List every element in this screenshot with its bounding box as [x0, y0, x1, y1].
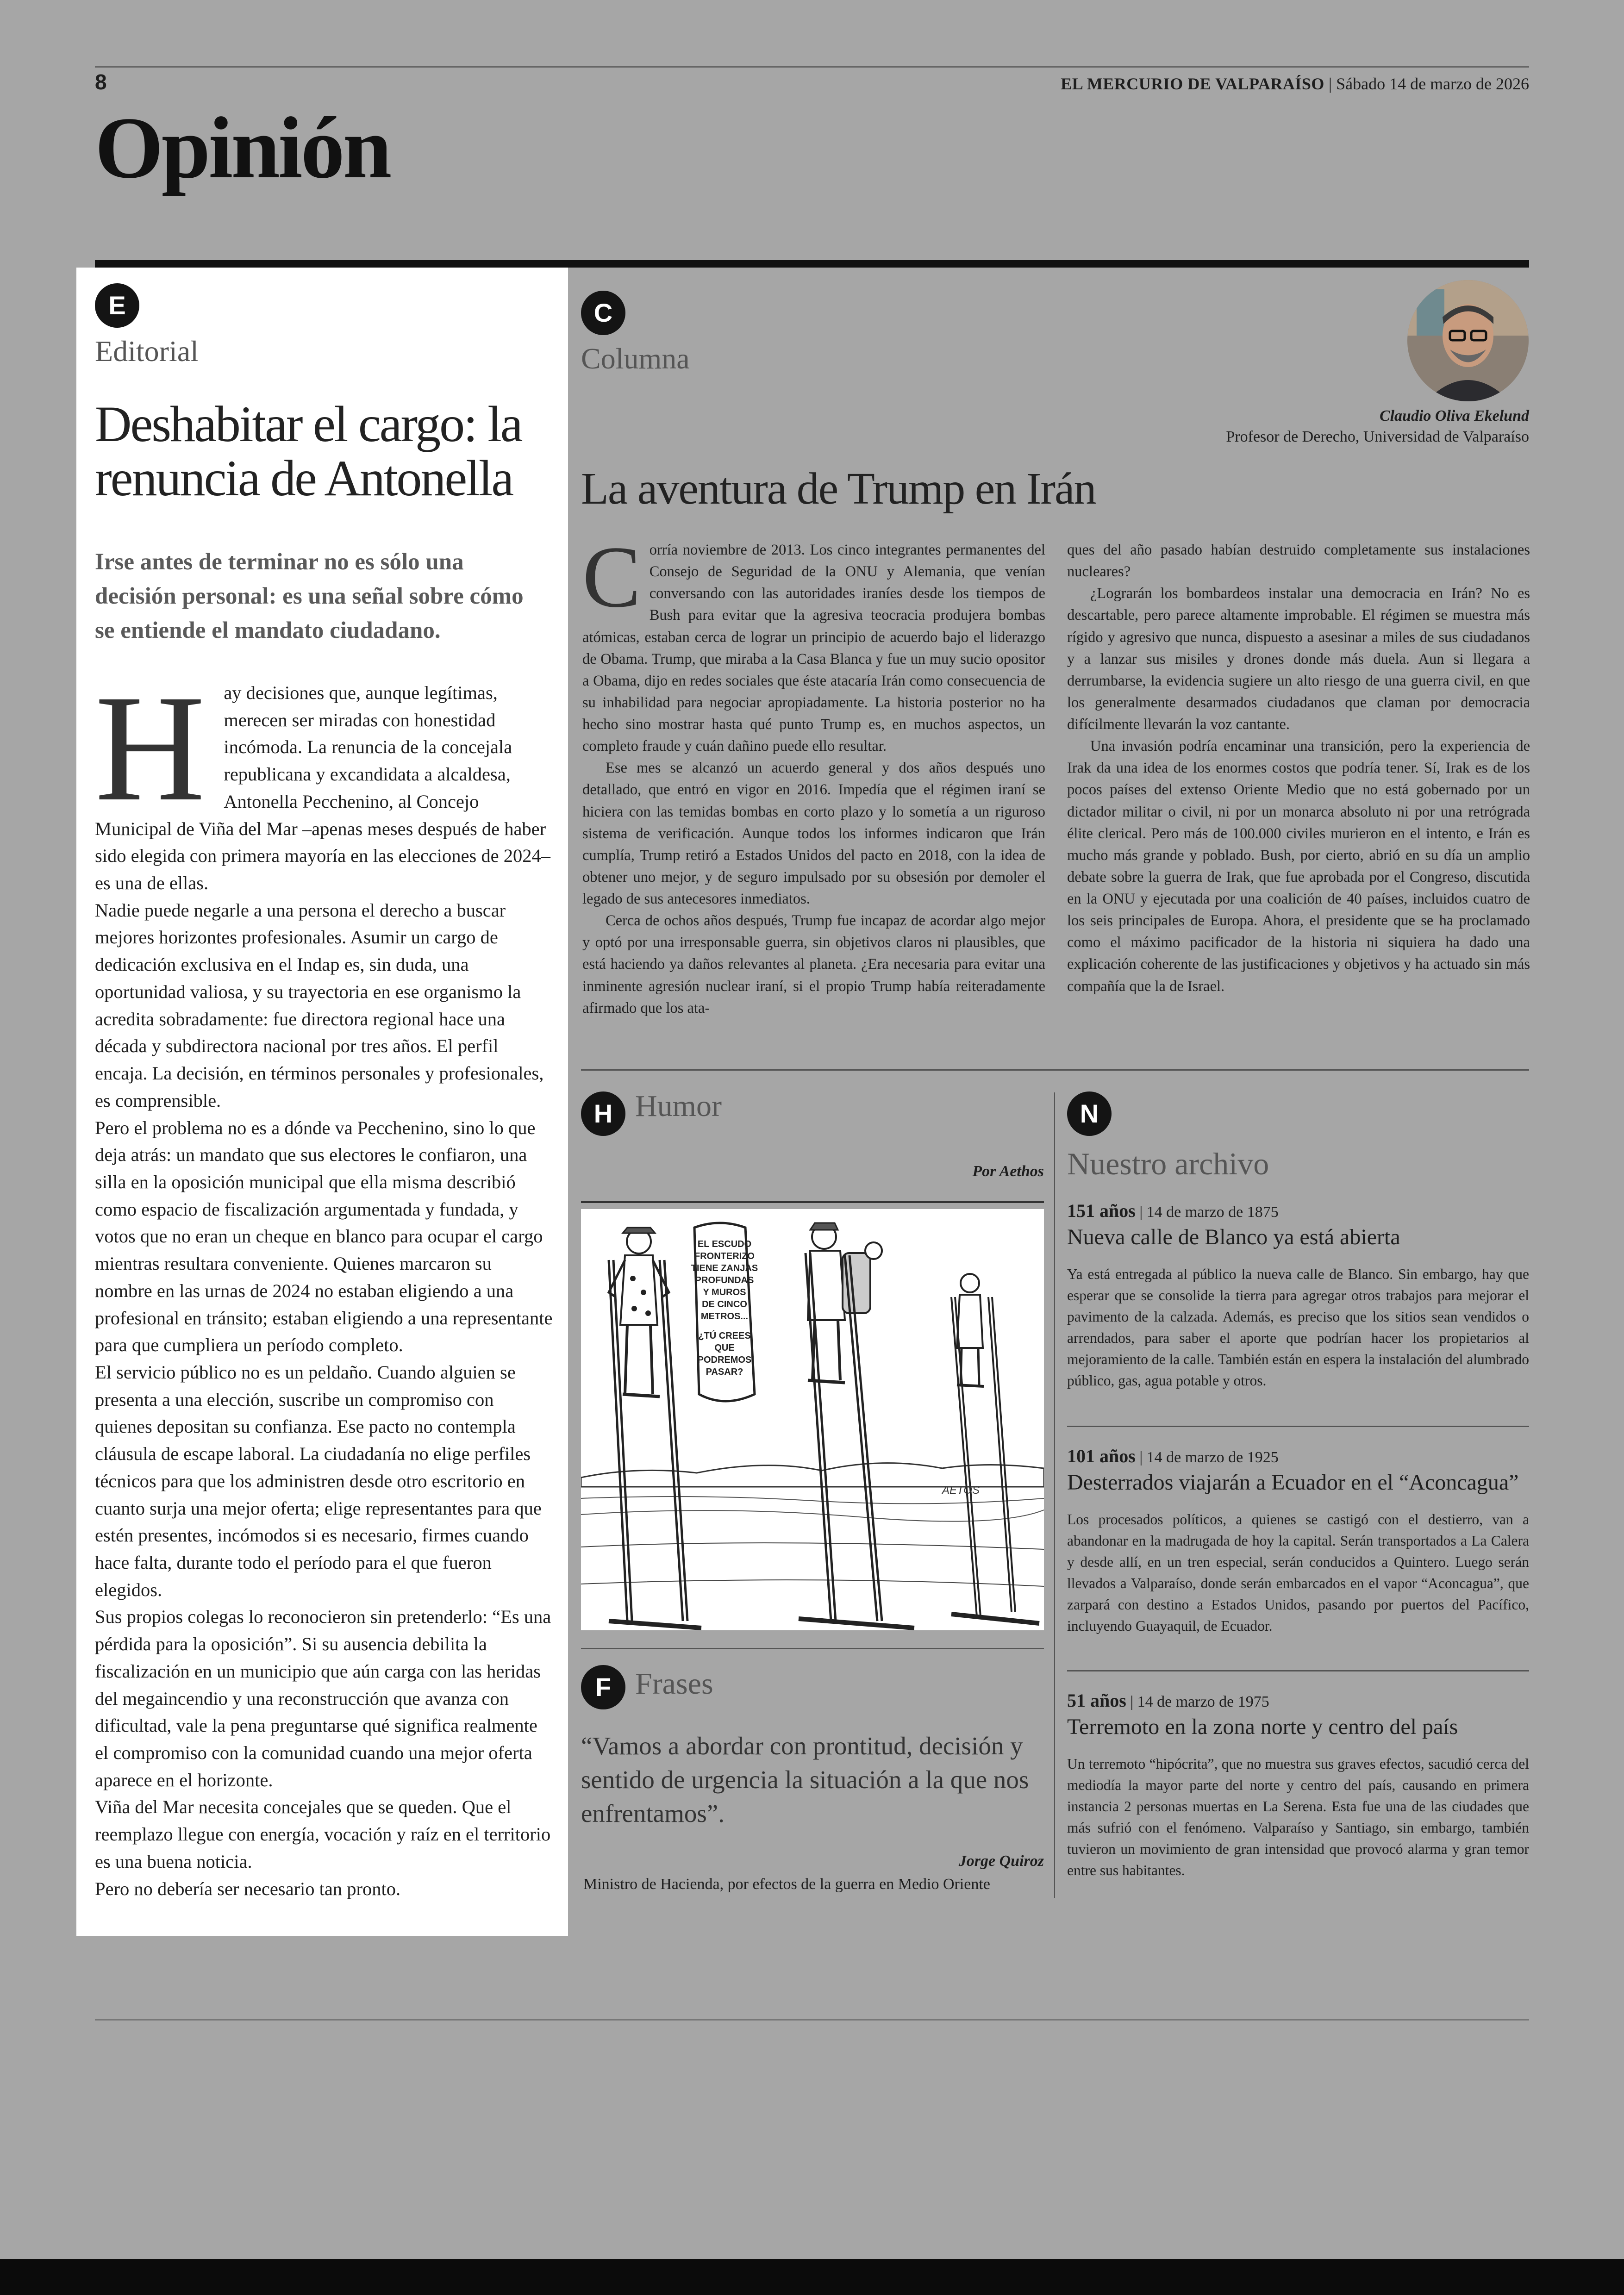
- archivo-date: 51 años | 14 de marzo de 1975: [1067, 1690, 1269, 1711]
- column-text-right: [1067, 539, 1530, 998]
- editorial-paragraph: Pero no debería ser necesario tan pronto.: [95, 1878, 401, 1899]
- masthead: EL MERCURIO DE VALPARAÍSO | Sábado 14 de marzo de 2026: [1061, 75, 1529, 93]
- column-paragraph: Corría noviembre de 2013. Los cinco integrantes permanentes del Consejo de Seguridad de la ONU y Alemania, que venían conversando con las autoridades iraníes desde los tiempos de Bush para evitar que la agresiva teocracia produjera bombas atómicas, estaban cerca de lograr un principio de acuerdo bajo el liderazgo de Obama. Trump, que miraba a la Casa Blanca y fue un muy sucio opositor a Obama, dijo en redes sociales que éste atacaría Irán como consecuencia de su inhabilidad para negociar apropiadamente. La historia posterior no ha hecho sino mostrar hasta qué punto Trump es, en muchos aspectos, un completo fraude y cuán dañino puede ello resultar.: [582, 529, 1045, 755]
- balloon-line: PROFUNDAS: [695, 1275, 754, 1285]
- humor-byline: Por Aethos: [972, 1163, 1044, 1180]
- column-bottom-rule: [581, 1069, 1529, 1071]
- editorial-paragraph: Hay decisiones que, aunque legítimas, merecen ser miradas con honestidad incómoda. La renuncia de la concejala republicana y excandidata a alcaldesa, Antonella Pecchenino, al Concejo Municipal de Viña del Mar –apenas meses después de haber sido elegida con primera mayoría en las elecciones de 2024– es una de ellas.: [95, 664, 551, 894]
- vertical-divider: [1054, 1092, 1055, 1898]
- frases-quote: “Vamos a abordar con prontitud, decisión y sentido de urgencia la situación a la que nos enfrentamos”.: [581, 1732, 1029, 1828]
- editorial-paragraph: Nadie puede negarle a una persona el derecho a buscar mejores horizontes profesionales. Asumir un cargo de dedicación exclusiva en el Indap es, sin duda, una oportunidad valiosa, y su trayectoria en ese organismo la acredita sobradamente: fue directora regional hace una década y subdirectora nacional por tres años. El perfil encaja. La decisión, en términos personales y profesionales, es comprensible.: [95, 899, 544, 1111]
- editorial-paragraph: Sus propios colegas lo reconocieron sin pretenderlo: “Es una pérdida para la oposición”. Si su ausencia debilita la fiscalización en un municipio que aún carga con las heridas del megaincendio y una reconstrucción que avanza con dificultad, vale la pena preguntarse qué significa realmente el compromiso con la comunidad cuando una mejor oferta aparece en el horizonte.: [95, 1606, 551, 1790]
- column-badge: C: [581, 291, 625, 335]
- archivo-headline: Terremoto en la zona norte y centro del país: [1067, 1715, 1458, 1739]
- editorial-paragraph: Pero el problema no es a dónde va Pecchenino, sino lo que deja atrás: un mandato que sus electores le confiaron, una silla en la oposición municipal que ella misma describió como espacio de fiscalización argumentada y fundada, y votos que no eran un cheque en blanco para ocupar el cargo mientras resultara conveniente. Quienes marcaron su nombre en las urnas de 2024 no estaban eligiendo a una profesional en tránsito; estaban eligiendo a una representante para que cumpliera un período completo.: [95, 1117, 553, 1356]
- archivo-entry: [1067, 1200, 1529, 1391]
- column-paragraph: ¿Lograrán los bombardeos instalar una democracia en Irán? No es descartable, pero parece altamente improbable. El régimen se muestra más rígido y agresivo que nunca, dispuesto a asesinar a miles de sus ciudadanos y a lanzar sus misiles y drones donde más duela. Aun si llegara a derrumbarse, la evidencia sugiere un alto riesgo de una guerra civil, en que los generalmente desarmados ciudadanos que claman por democracia difícilmente llevarán la voz cantante.: [1067, 585, 1530, 733]
- frases-role: Ministro de Hacienda, por efectos de la guerra en Medio Oriente: [583, 1876, 990, 1893]
- masthead-name: EL MERCURIO DE VALPARAÍSO: [1061, 75, 1324, 93]
- editorial-title: Deshabitar el cargo: la renuncia de Antonella: [95, 396, 522, 506]
- section-bar: [95, 260, 1529, 268]
- balloon-line: Y MUROS: [703, 1287, 746, 1297]
- author-name: Claudio Oliva Ekelund: [1379, 407, 1529, 424]
- editorial-kicker: Editorial: [95, 335, 199, 368]
- archivo-rule: [1067, 1426, 1529, 1427]
- page-number: 8: [95, 70, 107, 94]
- top-rule: [95, 66, 1529, 68]
- author-role: Profesor de Derecho, Universidad de Valparaíso: [1226, 428, 1529, 445]
- humor-bottom-rule: [581, 1648, 1044, 1649]
- viewer-footer-bar: [0, 2259, 1624, 2295]
- archivo-entry: [1067, 1690, 1529, 1881]
- archivo-years: 51 años: [1067, 1690, 1126, 1711]
- column-text-left: [582, 529, 1045, 1019]
- section-title: Opinión: [95, 100, 390, 197]
- column-paragraph: Cerca de ochos años después, Trump fue incapaz de acordar algo mejor y optó por una irresponsable guerra, sin objetivos claros ni plausibles, que está haciendo ya daños relevantes al planeta. ¿Era necesaria para evitar una inminente agresión nuclear iraní, si el propio Trump había reiteradamente afirmado que los ata-: [582, 912, 1045, 1017]
- archivo-years: 101 años: [1067, 1446, 1136, 1466]
- balloon-line: FRONTERIZO: [694, 1251, 755, 1261]
- balloon-line: PODREMOS: [697, 1355, 752, 1365]
- editorial-dropcap: H: [95, 664, 206, 833]
- archivo-date: 101 años | 14 de marzo de 1925: [1067, 1446, 1279, 1466]
- balloon-line: QUE: [714, 1343, 735, 1353]
- column-kicker: Columna: [581, 342, 690, 375]
- balloon-line: TIENE ZANJAS: [691, 1263, 758, 1273]
- humor-rule: [581, 1201, 1044, 1203]
- archivo-text: Ya está entregada al público la nueva calle de Blanco. Sin embargo, hay que esperar que se consolide la tierra para agregar otros trabajos para mejorar el pavimento de la calzada. Además, es preciso que los sitios sean vendidos o arrendados, para saber el aporte que podrían hacer los propietarios al mejoramiento de la calle. También están en espera la instalación del alumbrado público, gas, agua potable y otros.: [1067, 1266, 1529, 1389]
- archivo-kicker: Nuestro archivo: [1067, 1146, 1269, 1181]
- frases-author: Jorge Quiroz: [958, 1852, 1044, 1870]
- column-dropcap: C: [582, 529, 641, 626]
- column-paragraph: ques del año pasado habían destruido completamente sus instalaciones nucleares?: [1067, 542, 1530, 580]
- masthead-date: Sábado 14 de marzo de 2026: [1336, 75, 1529, 93]
- editorial-body: [95, 664, 553, 1902]
- balloon-line: DE CINCO: [702, 1299, 747, 1310]
- humor-kicker: Humor: [635, 1089, 722, 1123]
- humor-badge: H: [581, 1091, 625, 1136]
- archivo-headline: Desterrados viajarán a Ecuador en el “Aconcagua”: [1067, 1470, 1519, 1495]
- balloon-line: PASAR?: [706, 1367, 743, 1377]
- balloon-line: EL ESCUDO: [697, 1239, 752, 1249]
- cartoon-signature: AETOS: [942, 1484, 980, 1497]
- archivo-headline: Nueva calle de Blanco ya está abierta: [1067, 1225, 1400, 1249]
- author-portrait-icon: [1407, 280, 1529, 401]
- frases-kicker: Frases: [635, 1667, 713, 1701]
- archivo-badge: N: [1067, 1091, 1112, 1136]
- archivo-rule: [1067, 1670, 1529, 1671]
- frases-badge: F: [581, 1665, 625, 1709]
- balloon-line: ¿TÚ CREES: [698, 1331, 751, 1341]
- author-photo: [1407, 280, 1529, 401]
- column-paragraph: Ese mes se alcanzó un acuerdo general y dos años después uno detallado, que entró en vigor en 2016. Impedía que el régimen iraní se hiciera con las temidas bombas en corto plazo y lo sometía a un riguroso sistema de verificación. Aunque todos los informes indicaron que Irán cumplía, Trump retiró a Estados Unidos del pacto en 2018, con la idea de obtener uno mejor, y de seguro impulsado por su obsesión por demoler el legado de sus antecesores inmediatos.: [582, 760, 1045, 907]
- archivo-entry: [1067, 1445, 1529, 1637]
- stilts-cartoon-icon: [581, 1209, 1044, 1630]
- column-title: La aventura de Trump en Irán: [581, 464, 1096, 514]
- editorial-paragraph: Viña del Mar necesita concejales que se queden. Que el reemplazo llegue con energía, vocación y raíz en el territorio es una buena noticia.: [95, 1796, 551, 1872]
- archivo-text: Los procesados políticos, a quienes se castigó con el destierro, van a abandonar en la madrugada de hoy la capital. Serán transportados a La Calera y desde allí, en un tren especial, serán conducidos a Quintero. Luego serán llevados a Valparaíso, donde serán embarcados en el vapor “Aconcagua”, que zarpará con destino a Estados Unidos, pasando por puertos del Pacífico, incluyendo Guayaquil, de Ecuador.: [1067, 1511, 1529, 1634]
- archivo-years: 151 años: [1067, 1200, 1136, 1221]
- humor-cartoon: [581, 1209, 1044, 1630]
- editorial-deck: Irse antes de terminar no es sólo una decisión personal: es una señal sobre cómo se entiende el mandato ciudadano.: [95, 549, 524, 643]
- bottom-rule: [95, 2019, 1529, 2021]
- archivo-text: Un terremoto “hipócrita”, que no muestra sus graves efectos, sacudió cerca del mediodía la mayor parte del norte y centro del país, causando en primera instancia 2 personas muertas en La Serena. Esta fue una de las ciudades que más sufrió con el fenómeno. Valparaíso y Santiago, sin embargo, también tuvieron un movimiento de gran intensidad que provocó alarma y gran temor entre sus habitantes.: [1067, 1756, 1529, 1878]
- column-paragraph: Una invasión podría encaminar una transición, pero la experiencia de Irak da una idea de los enormes costos que podría tener. Sí, Irak es de los pocos países del extenso Oriente Medio que no está gobernado por un dictador militar o civil, ni por un monarca absoluto ni por una retrógrada élite clerical. Pero más de 100.000 civiles murieron en el intento, e Irán es mucho más grande y poblado. Bush, por cierto, abrió en su día un amplio debate sobre la guerra de Irak, que fue aprobada por el Congreso, discutida en la ONU y ejecutada por una coalición de 40 países, incluidos cuatro de los seis principales de Europa. Ahora, el presidente que se ha proclamado como el máximo pacificador de la historia ni siquiera ha dado una explicación coherente de las justificaciones y objetivos y ha actuado sin más compañía que la de Israel.: [1067, 738, 1530, 995]
- archivo-date: 151 años | 14 de marzo de 1875: [1067, 1200, 1279, 1221]
- editorial-paragraph: El servicio público no es un peldaño. Cuando alguien se presenta a una elección, suscribe un compromiso con quienes depositan su confianza. Ese pacto no contempla cláusula de escape laboral. La ciudadanía no elige perfiles técnicos para que los administren desde otro escritorio en cuanto surja una mejor oferta; elige representantes para que estén presentes, incómodos si es necesario, firmes cuando hace falta, durante todo el período para el que fueron elegidos.: [95, 1361, 542, 1600]
- editorial-badge: E: [95, 283, 139, 328]
- balloon-line: METROS...: [700, 1311, 749, 1322]
